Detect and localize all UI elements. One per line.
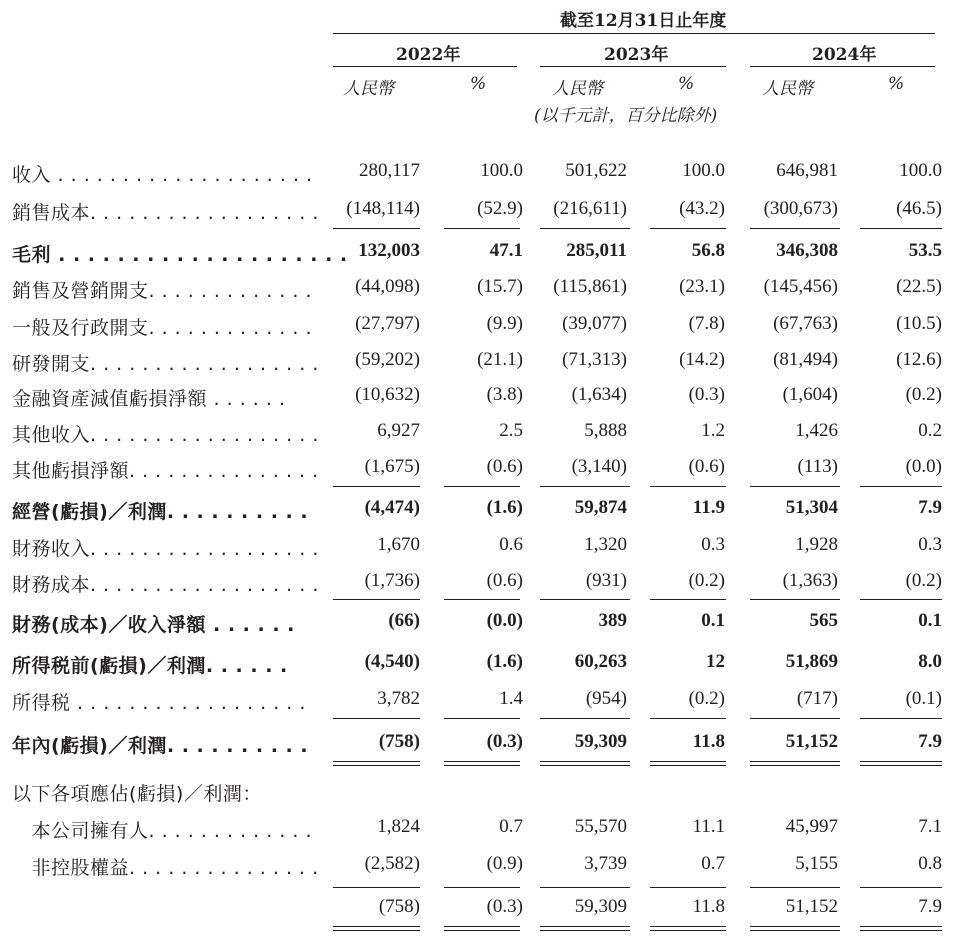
amount-cell: 1,426 [795,420,838,441]
percent-cell: (15.7) [477,276,523,297]
amount-cell: (10,632) [355,384,420,405]
row-label: 本公司擁有人. . . . . . . . . . . . . [12,820,312,842]
row-label: 研發開支. . . . . . . . . . . . . . . . . . [12,353,319,375]
period-heading: 截至12月31日止年度 [560,11,727,31]
percent-cell: 0.6 [499,534,523,555]
percent-cell: 7.9 [918,731,942,752]
amount-cell: 51,869 [785,651,838,672]
rule-before-attrib-total [444,887,520,888]
percent-cell: (23.1) [679,276,725,297]
percent-cell: 1.4 [499,688,523,709]
percent-cell: 2.5 [499,420,523,441]
percent-cell: (1.6) [486,497,523,518]
amount-cell: 51,152 [785,896,838,917]
amount-cell: 646,981 [776,160,838,181]
percent-cell: 0.7 [499,816,523,837]
percent-cell: (10.5) [896,313,942,334]
rule-after-cost-of-sales [333,228,420,229]
amount-cell: (954) [585,688,627,709]
amount-cell: 45,997 [785,816,838,837]
year-heading-2023: 2023年 [604,45,669,65]
amount-cell: 1,320 [584,534,627,555]
amount-cell: 1,670 [377,534,420,555]
rule-before-attrib-total [333,887,420,888]
row-label: 銷售成本. . . . . . . . . . . . . . . . . . [12,202,319,224]
year-rule-2023 [540,66,726,67]
double-rule-year-total [860,761,942,766]
percent-cell: (3.8) [486,384,523,405]
amount-cell: 1,928 [795,534,838,555]
percent-cell: (0.2) [905,570,942,591]
percent-cell: 0.8 [918,853,942,874]
amount-cell: 5,888 [584,420,627,441]
row-label: 收入 . . . . . . . . . . . . . . . . . . . . [12,164,313,186]
table-row [0,534,960,564]
units-note: (以千元計，百分比除外) [534,106,718,126]
double-rule-attrib-total [444,926,520,931]
percent-cell: (0.2) [688,570,725,591]
currency-label-2024: 人民幣 [762,79,813,99]
rule-after-other-losses [750,486,840,487]
percent-cell: (9.9) [486,313,523,334]
row-label: 年內(虧損)／利潤. . . . . . . . . . [12,735,309,757]
amount-cell: 51,152 [785,731,838,752]
table-row [0,688,960,718]
percent-cell: (0.9) [486,853,523,874]
amount-cell: (1,363) [782,570,838,591]
amount-cell: (39,077) [562,313,627,334]
percent-cell: (0.6) [688,456,725,477]
amount-cell: 59,309 [574,731,627,752]
amount-cell: (1,675) [364,456,420,477]
percent-cell: (0.6) [486,570,523,591]
amount-cell: (1,604) [782,384,838,405]
percent-cell: (0.3) [486,896,523,917]
table-row [0,160,960,190]
rule-after-income-tax [750,718,840,719]
percent-cell: 7.9 [918,896,942,917]
double-rule-year-total [444,761,520,766]
rule-after-other-losses [540,486,630,487]
amount-cell: (216,611) [553,198,627,219]
percent-cell: (1.6) [486,651,523,672]
percent-label-2024: % [888,74,905,94]
amount-cell: 6,927 [377,420,420,441]
amount-cell: (115,861) [553,276,627,297]
rule-after-income-tax [540,718,630,719]
double-rule-attrib-total [540,926,630,931]
amount-cell: (59,202) [355,349,420,370]
percent-cell: (0.0) [905,456,942,477]
rule-after-cost-of-sales [650,228,726,229]
rule-after-income-tax [650,718,726,719]
row-label: 經營(虧損)／利潤. . . . . . . . . . [12,501,309,523]
amount-cell: 55,570 [574,816,627,837]
percent-cell: 11.8 [692,896,725,917]
rule-before-attrib-total [860,887,942,888]
amount-cell: (81,494) [773,349,838,370]
percent-cell: 1.2 [701,420,725,441]
percent-cell: 11.1 [692,816,725,837]
amount-cell: (300,673) [763,198,838,219]
amount-cell: (27,797) [355,313,420,334]
amount-cell: (71,313) [562,349,627,370]
amount-cell: (113) [797,456,838,477]
amount-cell: (717) [796,688,838,709]
currency-label-2022: 人民幣 [343,79,394,99]
percent-cell: (21.1) [477,349,523,370]
amount-cell: 5,155 [795,853,838,874]
row-label: 其他收入. . . . . . . . . . . . . . . . . . [12,424,319,446]
percent-cell: 47.1 [489,240,523,261]
percent-cell: 100.0 [899,160,942,181]
double-rule-attrib-total [333,926,420,931]
rule-after-finance-costs [540,599,630,600]
percent-cell: (0.2) [688,688,725,709]
percent-cell: 0.3 [918,534,942,555]
amount-cell: (931) [585,570,627,591]
table-row [0,240,960,270]
percent-label-2023: % [678,74,695,94]
amount-cell: (2,582) [364,853,420,874]
rule-after-other-losses [650,486,726,487]
double-rule-attrib-total [750,926,840,931]
percent-cell: 12 [706,651,725,672]
year-rule-2024 [750,66,935,67]
table-row [0,313,960,343]
percent-cell: (7.8) [688,313,725,334]
row-label: 財務成本. . . . . . . . . . . . . . . . . . [12,574,319,596]
percent-cell: (14.2) [679,349,725,370]
amount-cell: 1,824 [377,816,420,837]
percent-cell: (0.3) [486,731,523,752]
percent-cell: (12.6) [896,349,942,370]
amount-cell: 501,622 [565,160,627,181]
table-row [0,276,960,306]
rule-after-cost-of-sales [444,228,520,229]
percent-cell: 100.0 [682,160,725,181]
table-row [0,779,960,809]
percent-cell: (0.0) [486,610,523,631]
percent-cell: 11.8 [692,731,725,752]
year-heading-2024: 2024年 [812,45,877,65]
table-row [0,497,960,527]
row-label: 金融資產減值虧損淨額 . . . . . . [12,388,286,410]
double-rule-attrib-total [860,926,942,931]
amount-cell: 285,011 [566,240,627,261]
amount-cell: (1,736) [364,570,420,591]
rule-after-income-tax [333,718,420,719]
amount-cell: (66) [388,610,420,631]
amount-cell: 59,309 [574,896,627,917]
rule-before-attrib-total [540,887,630,888]
amount-cell: 280,117 [358,160,420,181]
percent-cell: (22.5) [896,276,942,297]
row-label: 財務(成本)／收入淨額 . . . . . . [12,614,295,636]
double-rule-attrib-total [650,926,726,931]
amount-cell: (3,140) [571,456,627,477]
table-row [0,853,960,883]
rule-after-finance-costs [650,599,726,600]
amount-cell: 132,003 [358,240,420,261]
rule-after-finance-costs [444,599,520,600]
percent-cell: 0.3 [701,534,725,555]
amount-cell: 565 [809,610,838,631]
year-rule-2022 [333,66,517,67]
amount-cell: (67,763) [773,313,838,334]
double-rule-year-total [650,761,726,766]
percent-cell: (43.2) [679,198,725,219]
percent-cell: 56.8 [691,240,725,261]
amount-cell: 3,782 [377,688,420,709]
amount-cell: 346,308 [776,240,838,261]
rule-after-other-losses [860,486,942,487]
percent-label-2022: % [470,74,487,94]
table-row [0,896,960,926]
rule-after-finance-costs [333,599,420,600]
amount-cell: 389 [598,610,627,631]
percent-cell: (0.2) [905,384,942,405]
amount-cell: 51,304 [785,497,838,518]
row-label: 所得税前(虧損)／利潤. . . . . . [12,655,288,677]
percent-cell: (46.5) [896,198,942,219]
rule-before-attrib-total [750,887,840,888]
percent-cell: 53.5 [908,240,942,261]
table-row [0,651,960,681]
percent-cell: 7.9 [918,497,942,518]
amount-cell: 59,874 [574,497,627,518]
table-row [0,198,960,228]
table-row [0,384,960,414]
rule-after-income-tax [860,718,942,719]
amount-cell: (1,634) [571,384,627,405]
row-label: 其他虧損淨額. . . . . . . . . . . . . . . [12,460,319,482]
table-row [0,610,960,640]
table-row [0,349,960,379]
amount-cell: (44,098) [355,276,420,297]
percent-cell: 11.9 [692,497,725,518]
double-rule-year-total [333,761,420,766]
row-label: 所得税 . . . . . . . . . . . . . . . . . . [12,692,306,714]
percent-cell: 100.0 [480,160,523,181]
row-label: 以下各項應佔(虧損)／利潤： [12,783,262,805]
table-row [0,570,960,600]
currency-label-2023: 人民幣 [552,79,603,99]
percent-cell: 0.7 [701,853,725,874]
period-rule [333,33,935,34]
rule-after-income-tax [444,718,520,719]
percent-cell: (52.9) [477,198,523,219]
amount-cell: (758) [378,896,420,917]
amount-cell: 3,739 [584,853,627,874]
percent-cell: 8.0 [918,651,942,672]
table-row [0,816,960,846]
row-label: 一般及行政開支. . . . . . . . . . . . . [12,317,312,339]
double-rule-year-total [750,761,840,766]
year-heading-2022: 2022年 [396,45,461,65]
percent-cell: (0.1) [905,688,942,709]
rule-after-cost-of-sales [860,228,942,229]
rule-after-cost-of-sales [750,228,840,229]
rule-after-finance-costs [860,599,942,600]
row-label: 銷售及營銷開支. . . . . . . . . . . . . [12,280,312,302]
rule-after-other-losses [333,486,420,487]
row-label: 毛利 . . . . . . . . . . . . . . . . . . . . [12,244,348,266]
rule-before-attrib-total [650,887,726,888]
row-label: 非控股權益. . . . . . . . . . . . . . . [12,857,319,879]
amount-cell: (4,474) [364,497,420,518]
percent-cell: 0.1 [701,610,725,631]
amount-cell: (145,456) [763,276,838,297]
table-row [0,456,960,486]
percent-cell: 0.1 [918,610,942,631]
percent-cell: (0.3) [688,384,725,405]
rule-after-other-losses [444,486,520,487]
row-label: 財務收入. . . . . . . . . . . . . . . . . . [12,538,319,560]
percent-cell: 7.1 [918,816,942,837]
rule-after-cost-of-sales [540,228,630,229]
percent-cell: 0.2 [918,420,942,441]
amount-cell: 60,263 [574,651,627,672]
table-row [0,731,960,761]
percent-cell: (0.6) [486,456,523,477]
rule-after-finance-costs [750,599,840,600]
table-row [0,420,960,450]
amount-cell: (148,114) [346,198,420,219]
amount-cell: (4,540) [364,651,420,672]
amount-cell: (758) [378,731,420,752]
double-rule-year-total [540,761,630,766]
